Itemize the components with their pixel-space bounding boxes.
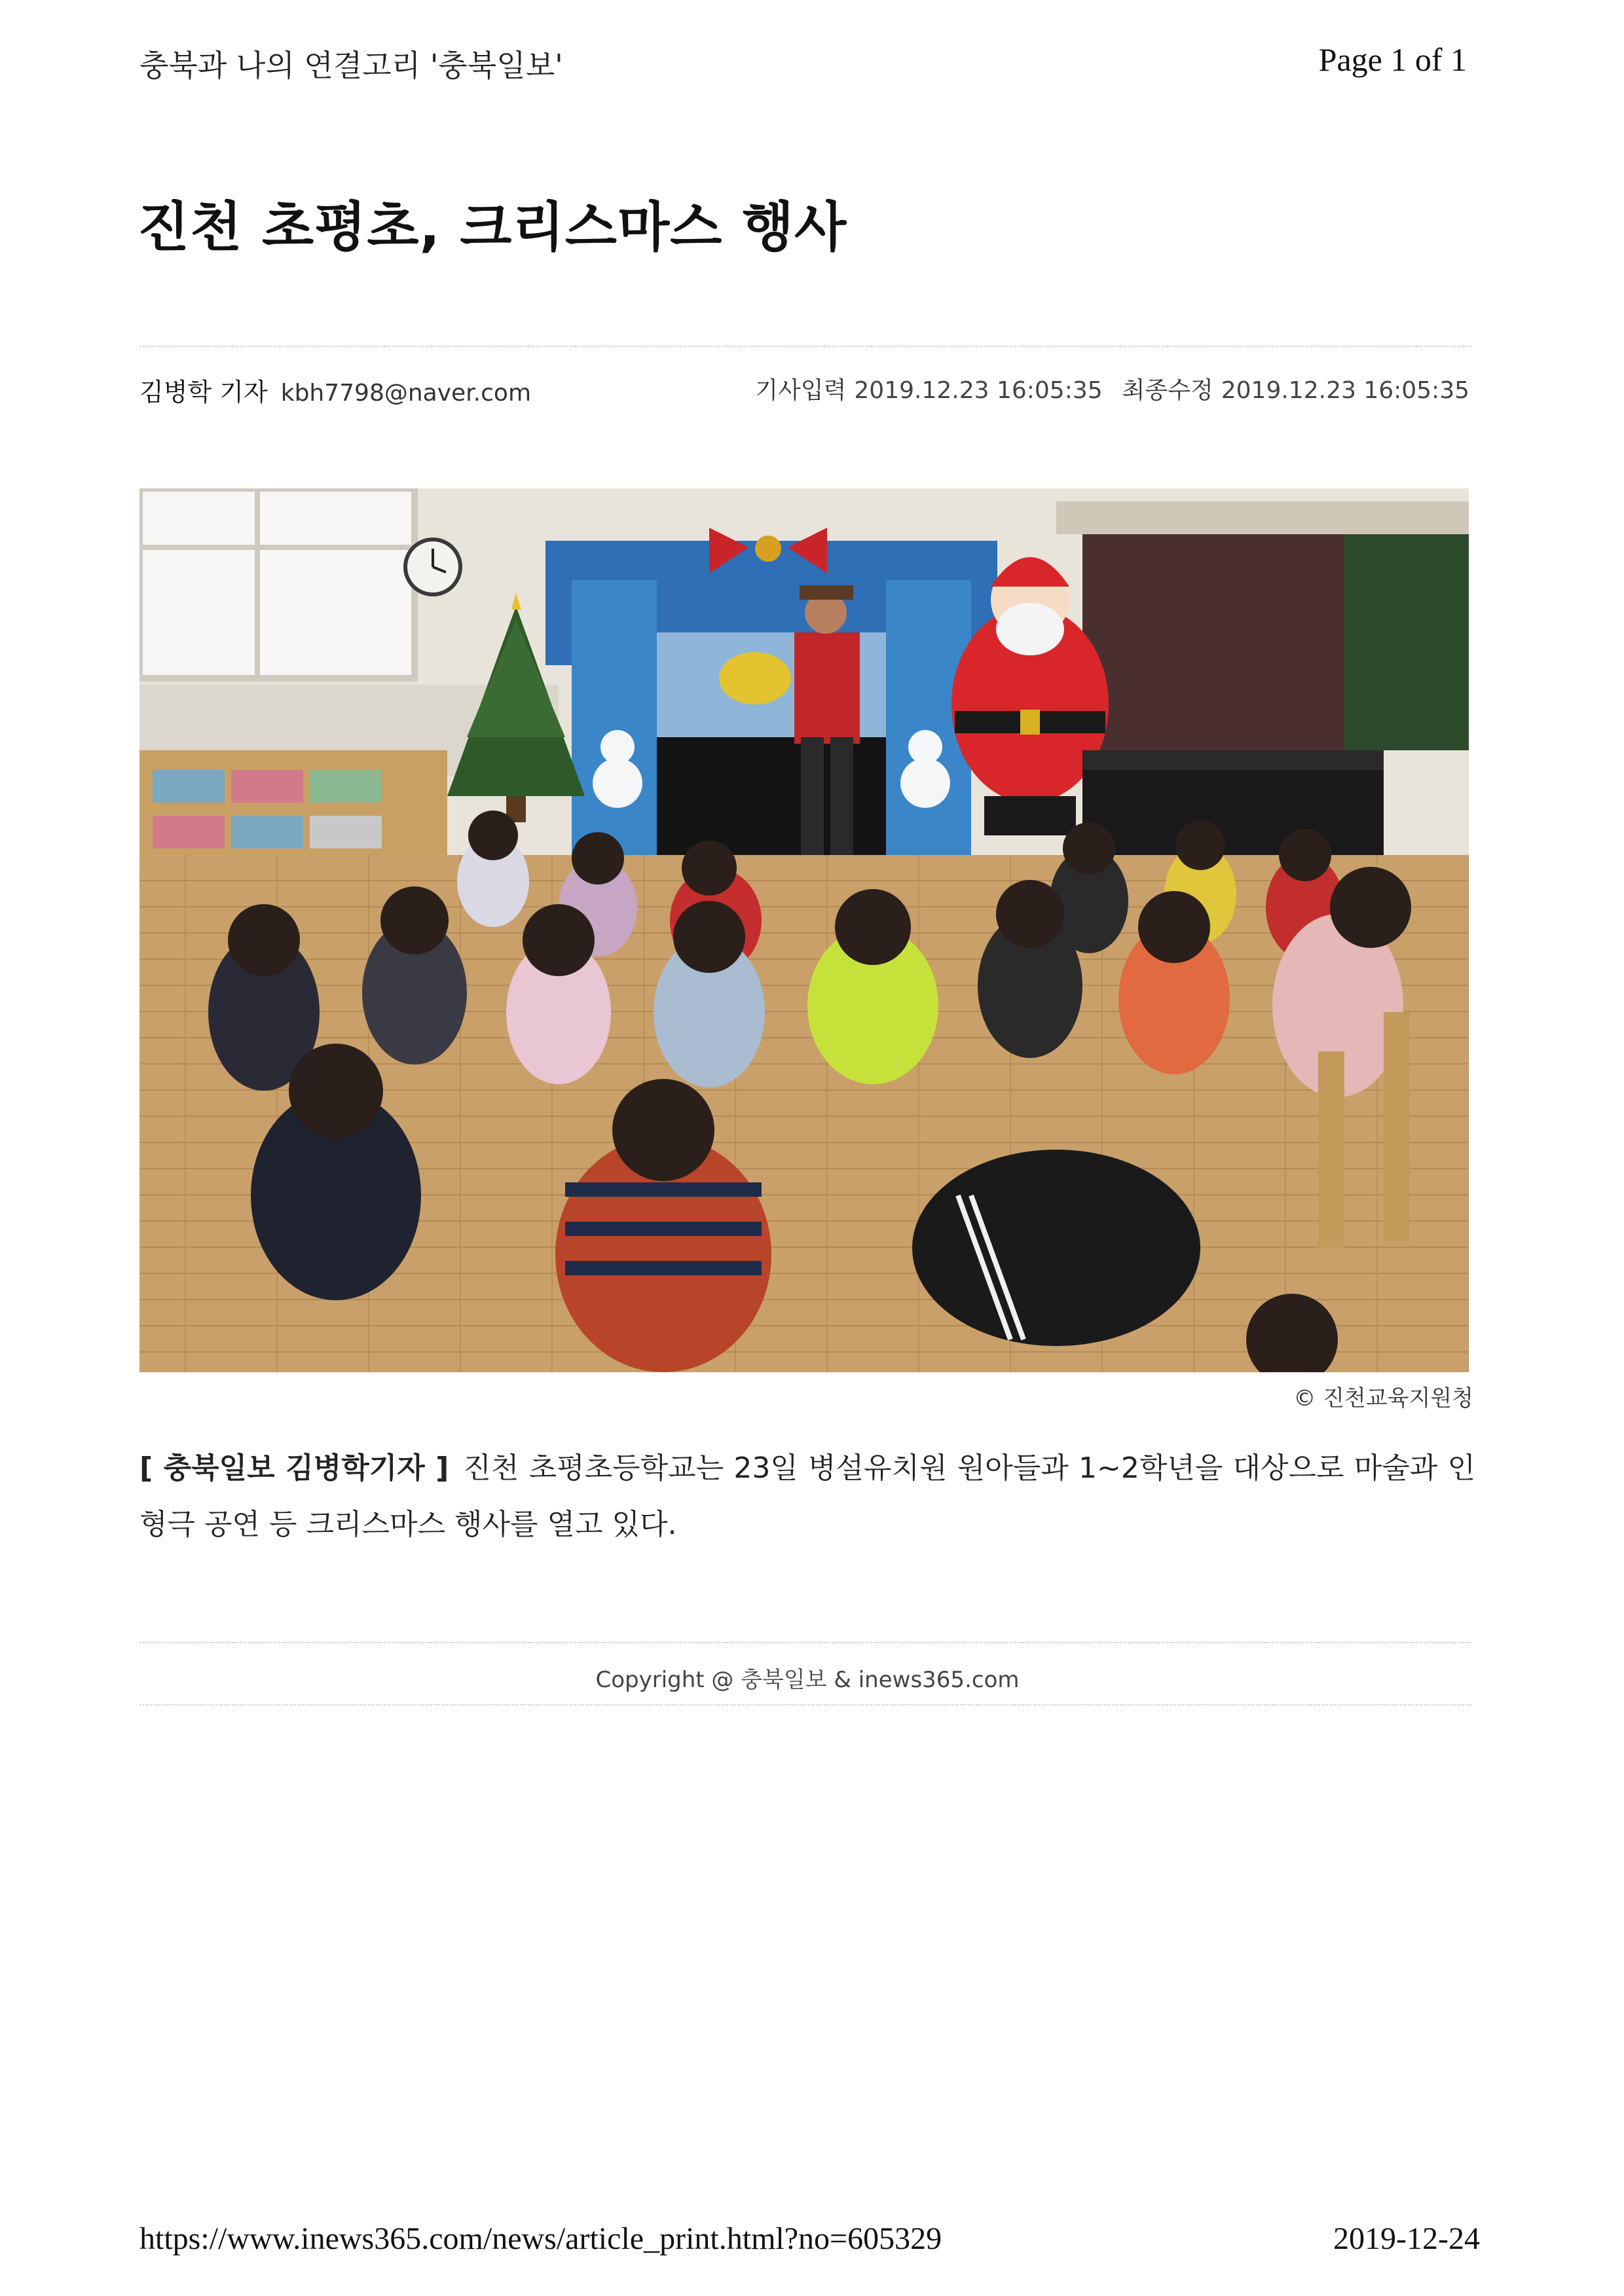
print-header-site-title: 충북과 나의 연결고리 '충북일보' bbox=[139, 48, 563, 83]
modified-date-label: 최종수정 bbox=[1122, 377, 1213, 404]
article-source-tag: [ 충북일보 김병학기자 ] bbox=[139, 1451, 449, 1485]
article-byline bbox=[139, 372, 531, 408]
article-headline: 진천 초평초, 크리스마스 행사 bbox=[138, 196, 847, 259]
copyright-bottom-divider bbox=[139, 1704, 1472, 1705]
input-date-label: 기사입력 bbox=[755, 377, 847, 404]
photo-credit: © 진천교육지원청 bbox=[1293, 1385, 1473, 1412]
print-header-page-indicator: Page 1 of 1 bbox=[1318, 41, 1467, 78]
article-body-text: 진천 초평초등학교는 23일 병설유치원 원아들과 1~2학년을 대상으로 마술과 인형극 공연 등 크리스마스 행사를 열고 있다. bbox=[139, 1451, 1475, 1541]
article-photo bbox=[139, 488, 1469, 1372]
input-date-value: 2019.12.23 16:05:35 bbox=[854, 377, 1103, 404]
reporter-email[interactable]: kbh7798@naver.com bbox=[280, 380, 532, 407]
byline-divider bbox=[139, 346, 1472, 347]
print-footer-date: 2019-12-24 bbox=[1333, 2221, 1480, 2256]
print-footer-url: https://www.inews365.com/news/article_print.html?no=605329 bbox=[139, 2221, 942, 2256]
article-body bbox=[139, 1440, 1475, 1553]
copyright-notice: Copyright @ 충북일보 & inews365.com bbox=[595, 1667, 1020, 1693]
copyright-top-divider bbox=[139, 1642, 1472, 1643]
reporter-name: 김병학 기자 bbox=[139, 378, 268, 407]
modified-date-value: 2019.12.23 16:05:35 bbox=[1221, 377, 1469, 404]
article-dates bbox=[755, 372, 1469, 405]
